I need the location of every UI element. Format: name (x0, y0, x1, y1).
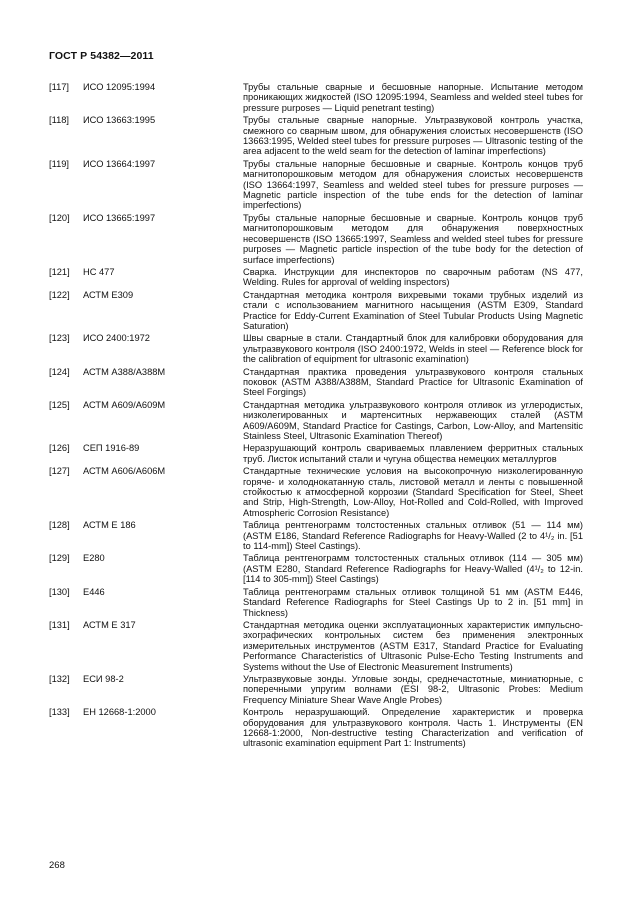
reference-number: [124] (49, 366, 70, 377)
reference-standard-code: ИСО 2400:1972 (83, 333, 150, 344)
reference-entry (49, 267, 583, 288)
reference-standard-code: АСТМ А388/А388М (83, 366, 166, 377)
reference-number: [129] (49, 553, 70, 564)
reference-entry (49, 115, 583, 157)
reference-number: [123] (49, 333, 70, 344)
reference-entry (49, 213, 583, 265)
reference-entry (49, 159, 583, 211)
reference-entry (49, 466, 583, 518)
reference-entry (49, 674, 583, 705)
reference-standard-code: ЕН 12668-1:2000 (83, 707, 156, 718)
reference-entry (49, 290, 583, 332)
page-number: 268 (49, 860, 65, 871)
reference-standard-code: Е280 (83, 553, 105, 564)
reference-entry (49, 443, 583, 464)
reference-entry (49, 587, 583, 618)
reference-standard-code: ИСО 13664:1997 (83, 158, 156, 169)
reference-standard-code: ИСО 12095:1994 (83, 82, 156, 92)
reference-description: Ультразвуковые зонды. Угловые зонды, среднечастотные, миниатюрные, с поперечными упругим волнами (ESI 98-2, Ultrasonic Probes: Medium Frequency Miniature Shear Wave Angle Probes) (243, 673, 583, 705)
reference-standard-code: АСТМ А609/А609М (83, 399, 166, 410)
reference-number: [127] (49, 466, 70, 477)
reference-number: [133] (49, 707, 70, 718)
reference-standard-code: ИСО 13665:1997 (83, 212, 156, 223)
reference-entry (49, 707, 583, 749)
reference-number: [121] (49, 266, 70, 277)
reference-entry (49, 82, 583, 113)
reference-description: Стандартная методика оценки эксплуатационных характеристик импульсно-эхографических контрольных систем без применения электронных измерительных инструментов (ASTM E317, Standard Practice for Evaluating Performance Characteristics of Ultrasonic Pulse-Echo Testing Instruments and Systems without the Use of Electronic Measurement Instruments) (243, 619, 583, 672)
reference-number: [122] (49, 289, 70, 300)
reference-description: Контроль неразрушающий. Определение характеристик и проверка оборудования для ультразвукового контроля. Часть 1. Инструменты (EN 12668-1:2000, Non-destructive testing Characterization and verification of ultrasonic examination equipment Part 1: Instruments) (243, 707, 583, 749)
reference-standard-code: АСТМ Е309 (83, 289, 134, 300)
reference-standard-code: АСТМ А606/А606М (83, 466, 166, 477)
reference-number: [126] (49, 443, 70, 454)
reference-entry (49, 333, 583, 364)
reference-number: [130] (49, 586, 70, 597)
reference-entry (49, 367, 583, 398)
reference-number: [128] (49, 520, 70, 531)
reference-standard-code: НС 477 (83, 266, 115, 277)
reference-description: Трубы стальные напорные бесшовные и сварные. Контроль концов труб магнитопорошковым методом для обнаружения поверхностных несовершенств (ISO 13665:1997, Seamless and welded steel tubes for pressure purposes — Magnetic particle inspection of the tube body for the detection of surface imperfections) (243, 212, 583, 265)
reference-description: Трубы стальные сварные напорные. Ультразвуковой контроль участка, смежного со сварным швом, для обнаружения слоистых несовершенств (ISO 13663:1995, Welded steel tubes for pressure purposes — Ultrasonic testing of the area adjacent to the weld seam for the detection of laminar imperfections) (243, 115, 583, 157)
reference-standard-code: Е446 (83, 586, 105, 597)
reference-standard-code: ЕСИ 98-2 (83, 673, 124, 684)
reference-entry (49, 520, 583, 551)
reference-description: Трубы стальные напорные бесшовные и сварные. Контроль концов труб магнитопорошковым методом для обнаружения слоистых несовершенств (ISO 13664:1997, Seamless and welded steel tubes for pressure purposes — Magnetic particle inspection of the tube ends for the detection of laminar imperfections) (243, 158, 583, 211)
reference-number: [119] (49, 158, 69, 169)
reference-description: Таблица рентгенограмм толстостенных стальных отливок (51 — 114 мм) (ASTM E186, Standard Reference Radiographs for Heavy-Walled (2 to 4¹/₂ in. [51 to 114-mm]) Steel Castings). (243, 520, 583, 552)
reference-description: Неразрушающий контроль свариваемых плавлением ферритных стальных труб. Листок испытаний стали и чугуна общества немецких металлургов (243, 443, 583, 464)
reference-standard-code: СЕП 1916-89 (83, 443, 140, 454)
reference-standard-code: ИСО 13663:1995 (83, 115, 156, 126)
reference-description: Стандартная практика проведения ультразвукового контроля стальных поковок (ASTM A388/A388M, Standard Practice for Ultrasonic Examination of Steel Forgings) (243, 366, 583, 398)
reference-description: Таблица рентгенограмм толстостенных стальных отливок (114 — 305 мм) (ASTM E280, Standard Reference Radiographs for Heavy-Walled (4¹/₂ to 12-in. [114 to 305-mm]) Steel Castings) (243, 553, 583, 585)
reference-description: Стандартные технические условия на высокопрочную низколегированную горяче- и холоднокатанную сталь, листовой металл и ленты с повышенной стойкостью к атмосферной коррозии (Standard Specification for Steel, Sheet and Strip, High-Strength, Low-Alloy, Hot-Rolled and Cold-Rolled, with Improved Atmospheric Corrosion Resistance) (243, 466, 583, 518)
reference-entry (49, 620, 583, 672)
reference-description: Стандартная методика ультразвукового контроля отливок из углеродистых, низколегированных и мартенситных нержавеющих сталей (ASTM A609/A609M, Standard Practice for Castings, Carbon, Low-Alloy, and Martensitic Stainless Steel, Ultrasonic Examination Thereof) (243, 399, 583, 441)
reference-number: [117] (49, 82, 69, 92)
reference-number: [132] (49, 673, 70, 684)
document-header: ГОСТ Р 54382—2011 (49, 50, 154, 62)
reference-entry (49, 400, 583, 442)
reference-number: [120] (49, 212, 70, 223)
reference-description: Стандартная методика контроля вихревыми токами трубных изделий из стали с использованием магнитного насыщения (ASTM E309, Standard Practice for Eddy-Current Examination of Steel Tubular Products Using Magnetic Saturation) (243, 289, 583, 331)
reference-description: Швы сварные в стали. Стандартный блок для калибровки оборудования для ультразвукового контроля (ISO 2400:1972, Welds in steel — Reference block for the calibration of equipment for ultrasonic examination) (243, 333, 583, 365)
reference-entry (49, 553, 583, 584)
reference-standard-code: АСТМ Е 317 (83, 619, 136, 630)
reference-description: Сварка. Инструкции для инспекторов по сварочным работам (NS 477, Welding. Rules for approval of welding inspectors) (243, 266, 583, 288)
reference-list (49, 82, 583, 751)
reference-description: Трубы стальные сварные и бесшовные напорные. Испытание методом проникающих жидкостей (ISO 12095:1994, Seamless and welded steel tubes for pressure purposes — Liquid penetrant testing) (243, 82, 583, 113)
reference-standard-code: АСТМ Е 186 (83, 520, 136, 531)
reference-number: [125] (49, 399, 70, 410)
reference-description: Таблица рентгенограмм стальных отливок толщиной 51 мм (ASTM E446, Standard Reference Radiographs for Steel Castings Up to 2 in. [51 mm] in Thickness) (243, 586, 583, 618)
reference-number: [131] (49, 619, 70, 630)
reference-number: [118] (49, 115, 69, 126)
